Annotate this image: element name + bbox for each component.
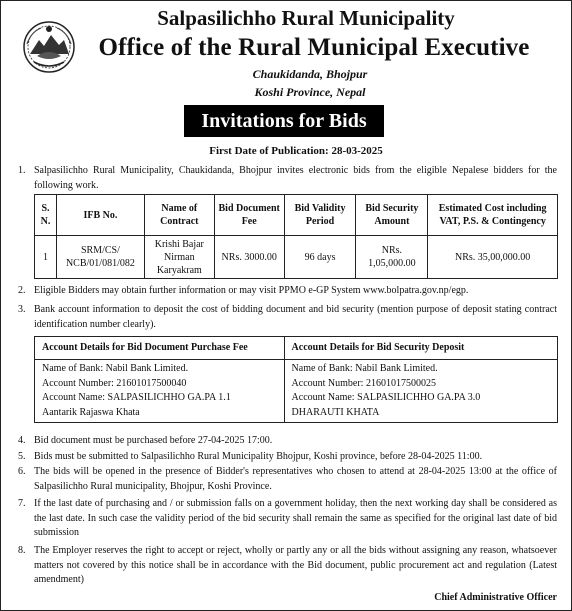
cell-sn: 1 xyxy=(35,236,57,279)
signature-title: Chief Administrative Officer xyxy=(434,592,557,603)
list-item xyxy=(18,544,557,588)
list-item xyxy=(18,450,557,465)
list-item xyxy=(18,497,557,541)
item-text: Salpasilichho Rural Municipality, Chaukidanda, Bhojpur invites electronic bids from the eligible Nepalese bidders for the following work. xyxy=(34,165,557,191)
office-title: Office of the Rural Municipal Executive xyxy=(98,34,530,61)
list-item xyxy=(18,303,557,332)
bid-table-header-row xyxy=(35,195,558,236)
account-number: Account Number: 21601017500025 xyxy=(291,377,436,389)
list-item xyxy=(18,465,557,494)
security-deposit-account-details xyxy=(284,360,557,423)
cell-validity-period: 96 days xyxy=(284,236,356,279)
header-validity-period: Bid Validity Period xyxy=(284,195,356,236)
table-row xyxy=(35,236,558,279)
header-ifb-no: IFB No. xyxy=(56,195,144,236)
header-estimated-cost: Estimated Cost including VAT, P.S. & Contingency xyxy=(428,195,558,236)
table-row xyxy=(35,360,558,423)
item-text: If the last date of purchasing and / or submission falls on a government holiday, then the next working day shall be considered as the last date. In such case the validity period of the bid security shall remain the same as specified for the original last date of bid submission xyxy=(34,498,557,538)
bid-table xyxy=(34,194,558,279)
account-number: Account Number: 21601017500040 xyxy=(42,377,187,389)
account-name: Account Name: SALPASILICHHO GA.PA 1.1 xyxy=(42,392,231,403)
municipality-name: Salpasilichho Rural Municipality xyxy=(157,6,455,30)
location-line-2: Koshi Province, Nepal xyxy=(254,85,366,99)
header-purchase-fee-account: Account Details for Bid Document Purchase Fee xyxy=(35,337,285,360)
notice-banner: Invitations for Bids xyxy=(184,105,384,137)
location-line-1: Chaukidanda, Bhojpur xyxy=(252,67,368,81)
account-header-row xyxy=(35,337,558,360)
bank-name: Name of Bank: Nabil Bank Limited. xyxy=(42,363,189,374)
purchase-fee-account-details xyxy=(35,360,285,423)
item-number: 6. xyxy=(18,466,26,477)
header-contract-name: Name of Contract xyxy=(144,195,214,236)
item-number: 1. xyxy=(18,165,26,176)
item-number: 7. xyxy=(18,498,26,509)
item-number: 2. xyxy=(18,285,26,296)
list-item xyxy=(18,164,557,193)
item-number: 4. xyxy=(18,435,26,446)
list-item xyxy=(18,434,557,449)
cell-ifb-no: SRM/CS/ NCB/01/081/082 xyxy=(56,236,144,279)
item-text: The Employer reserves the right to accept or reject, wholly or partly any or all the bids without assigning any reason, whatsoever matters not covered by this notice shall be in accordance with the Bid document, public procurement act and regulation (Latest amendment) xyxy=(34,545,557,585)
header-security-deposit-account: Account Details for Bid Security Deposit xyxy=(284,337,557,360)
item-text: Bid document must be purchased before 27-04-2025 17:00. xyxy=(34,435,273,446)
bank-name: Name of Bank: Nabil Bank Limited. xyxy=(291,363,438,374)
header-document-fee: Bid Document Fee xyxy=(214,195,284,236)
item-number: 3. xyxy=(18,304,26,315)
item-number: 8. xyxy=(18,545,26,556)
publication-date: First Date of Publication: 28-03-2025 xyxy=(209,145,383,157)
bank-account-table xyxy=(34,336,558,423)
cell-security-amount: NRs. 1,05,000.00 xyxy=(356,236,428,279)
item-number: 5. xyxy=(18,451,26,462)
account-name: Account Name: SALPASILICHHO GA.PA 3.0 xyxy=(291,392,481,403)
cell-estimated-cost: NRs. 35,00,000.00 xyxy=(428,236,558,279)
header-sn: S. N. xyxy=(35,195,57,236)
cell-document-fee: NRs. 3000.00 xyxy=(214,236,284,279)
item-text: Eligible Bidders may obtain further information or may visit PPMO e-GP System www.bolpatra.gov.np/egp. xyxy=(34,285,469,296)
cell-contract-name: Krishi Bajar Nirman Karyakram xyxy=(144,236,214,279)
account-name-continued: Aantarik Rajaswa Khata xyxy=(42,406,140,418)
item-text: The bids will be opened in the presence of Bidder's representatives who chosen to attend at 28-04-2025 13:00 at the office of Salpasilichho Rural municipality, Bhojpur, Koshi Province. xyxy=(34,466,557,492)
list-item xyxy=(18,284,557,299)
item-text: Bank account information to deposit the cost of bidding document and bid security (mention purpose of deposit stating contract identification number clearly). xyxy=(34,304,557,330)
item-text: Bids must be submitted to Salpasilichho Rural Municipality Bhojpur, Koshi province, before 28-04-2025 11:00. xyxy=(34,451,483,462)
account-name-continued: DHARAUTI KHATA xyxy=(291,406,380,418)
header-security-amount: Bid Security Amount xyxy=(356,195,428,236)
